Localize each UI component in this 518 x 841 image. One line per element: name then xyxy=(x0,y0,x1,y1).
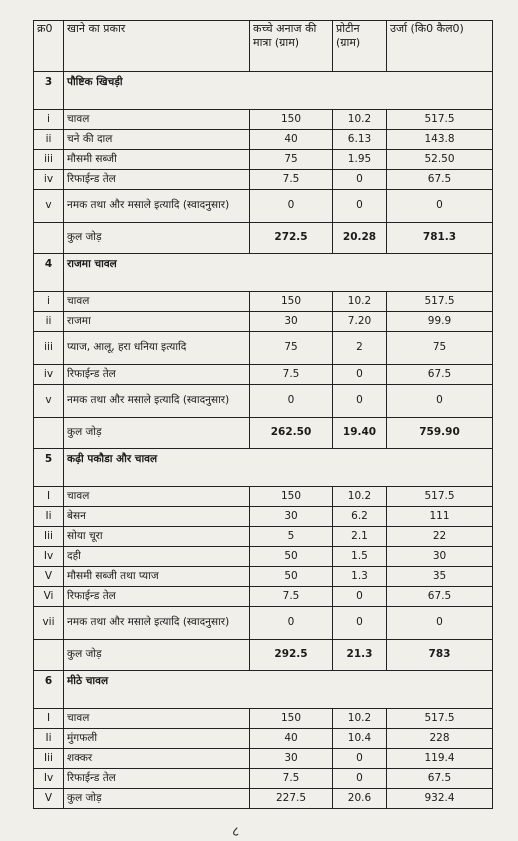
row-quantity: 150 xyxy=(250,709,333,729)
table-row xyxy=(34,749,493,769)
row-serial: ii xyxy=(34,312,64,332)
row-serial: Iii xyxy=(34,749,64,769)
row-item: मौसमी सब्जी तथा प्याज xyxy=(64,567,250,587)
row-energy: 228 xyxy=(387,729,493,749)
header-protein: प्रोटीन (ग्राम) xyxy=(333,21,387,72)
row-energy: 22 xyxy=(387,527,493,547)
row-energy: 67.5 xyxy=(387,587,493,607)
row-quantity: 50 xyxy=(250,567,333,587)
row-protein: 10.2 xyxy=(333,709,387,729)
row-protein: 0 xyxy=(333,385,387,418)
total-serial-empty xyxy=(34,223,64,254)
row-item: चावल xyxy=(64,487,250,507)
row-protein: 0 xyxy=(333,749,387,769)
row-quantity: 0 xyxy=(250,385,333,418)
row-quantity: 40 xyxy=(250,729,333,749)
table-row xyxy=(34,587,493,607)
row-energy: 67.5 xyxy=(387,769,493,789)
section-header-row xyxy=(34,72,493,110)
row-item: मौसमी सब्जी xyxy=(64,150,250,170)
row-item: कुल जोड़ xyxy=(64,789,250,809)
total-serial-empty xyxy=(34,418,64,449)
row-quantity: 150 xyxy=(250,487,333,507)
row-item: चावल xyxy=(64,110,250,130)
row-item: चावल xyxy=(64,709,250,729)
row-protein: 0 xyxy=(333,365,387,385)
row-protein: 0 xyxy=(333,587,387,607)
row-quantity: 75 xyxy=(250,150,333,170)
row-item: शक्कर xyxy=(64,749,250,769)
row-serial: Iv xyxy=(34,547,64,567)
row-item: रिफाईन्ड तेल xyxy=(64,170,250,190)
total-energy: 783 xyxy=(387,640,493,671)
row-quantity: 30 xyxy=(250,749,333,769)
total-label: कुल जोड़ xyxy=(64,640,250,671)
row-protein: 7.20 xyxy=(333,312,387,332)
row-item: दही xyxy=(64,547,250,567)
row-quantity: 7.5 xyxy=(250,769,333,789)
row-item: रिफाईन्ड तेल xyxy=(64,587,250,607)
row-quantity: 50 xyxy=(250,547,333,567)
total-protein: 21.3 xyxy=(333,640,387,671)
row-energy: 99.9 xyxy=(387,312,493,332)
row-protein: 2 xyxy=(333,332,387,365)
row-serial: I xyxy=(34,709,64,729)
total-label: कुल जोड़ xyxy=(64,418,250,449)
row-energy: 143.8 xyxy=(387,130,493,150)
row-protein: 10.2 xyxy=(333,487,387,507)
section-header-row xyxy=(34,449,493,487)
table-row xyxy=(34,507,493,527)
row-energy: 517.5 xyxy=(387,292,493,312)
table-row xyxy=(34,365,493,385)
row-serial: i xyxy=(34,292,64,312)
table-row xyxy=(34,150,493,170)
total-protein: 19.40 xyxy=(333,418,387,449)
row-energy: 67.5 xyxy=(387,170,493,190)
total-energy: 781.3 xyxy=(387,223,493,254)
total-row xyxy=(34,640,493,671)
row-energy: 932.4 xyxy=(387,789,493,809)
row-protein: 1.3 xyxy=(333,567,387,587)
table-row xyxy=(34,547,493,567)
row-serial: Iii xyxy=(34,527,64,547)
total-protein: 20.28 xyxy=(333,223,387,254)
section-number: 6 xyxy=(34,671,64,709)
row-quantity: 150 xyxy=(250,292,333,312)
row-item: चावल xyxy=(64,292,250,312)
header-energy: उर्जा (कि0 कैल0) xyxy=(387,21,493,72)
row-protein: 0 xyxy=(333,607,387,640)
table-row xyxy=(34,729,493,749)
row-item: बेसन xyxy=(64,507,250,527)
section-number: 5 xyxy=(34,449,64,487)
table-row xyxy=(34,567,493,587)
row-item: मुंगफली xyxy=(64,729,250,749)
section-title: पौष्टिक खिचड़ी xyxy=(64,72,493,110)
header-quantity: कच्चे अनाज की मात्रा (ग्राम) xyxy=(250,21,333,72)
nutrition-table xyxy=(33,20,493,809)
row-serial: Ii xyxy=(34,729,64,749)
row-energy: 517.5 xyxy=(387,110,493,130)
total-row xyxy=(34,223,493,254)
nutrition-table-page xyxy=(33,20,492,809)
table-row xyxy=(34,190,493,223)
row-protein: 2.1 xyxy=(333,527,387,547)
row-quantity: 150 xyxy=(250,110,333,130)
row-serial: vii xyxy=(34,607,64,640)
total-row xyxy=(34,418,493,449)
row-energy: 119.4 xyxy=(387,749,493,769)
section-title: राजमा चावल xyxy=(64,254,493,292)
row-energy: 0 xyxy=(387,190,493,223)
row-quantity: 7.5 xyxy=(250,587,333,607)
row-serial: Vi xyxy=(34,587,64,607)
table-row xyxy=(34,170,493,190)
table-row xyxy=(34,607,493,640)
row-quantity: 7.5 xyxy=(250,170,333,190)
row-protein: 10.2 xyxy=(333,110,387,130)
row-energy: 517.5 xyxy=(387,709,493,729)
row-energy: 35 xyxy=(387,567,493,587)
row-serial: I xyxy=(34,487,64,507)
table-row xyxy=(34,292,493,312)
row-serial: ii xyxy=(34,130,64,150)
row-serial: V xyxy=(34,789,64,809)
row-quantity: 30 xyxy=(250,312,333,332)
row-energy: 75 xyxy=(387,332,493,365)
row-protein: 0 xyxy=(333,170,387,190)
row-item: नमक तथा और मसाले इत्यादि (स्वादनुसार) xyxy=(64,385,250,418)
row-quantity: 0 xyxy=(250,190,333,223)
row-item: रिफाईन्ड तेल xyxy=(64,769,250,789)
row-serial: V xyxy=(34,567,64,587)
row-quantity: 30 xyxy=(250,507,333,527)
row-protein: 6.13 xyxy=(333,130,387,150)
section-title: मीठे चावल xyxy=(64,671,493,709)
row-energy: 111 xyxy=(387,507,493,527)
header-item: खाने का प्रकार xyxy=(64,21,250,72)
table-row xyxy=(34,332,493,365)
table-row xyxy=(34,527,493,547)
total-quantity: 262.50 xyxy=(250,418,333,449)
row-serial: iv xyxy=(34,170,64,190)
row-item: राजमा xyxy=(64,312,250,332)
section-number: 4 xyxy=(34,254,64,292)
row-protein: 6.2 xyxy=(333,507,387,527)
row-serial: i xyxy=(34,110,64,130)
table-row xyxy=(34,487,493,507)
row-quantity: 0 xyxy=(250,607,333,640)
total-energy: 759.90 xyxy=(387,418,493,449)
section-header-row xyxy=(34,671,493,709)
row-protein: 0 xyxy=(333,769,387,789)
total-quantity: 292.5 xyxy=(250,640,333,671)
row-energy: 52.50 xyxy=(387,150,493,170)
row-energy: 517.5 xyxy=(387,487,493,507)
table-row xyxy=(34,110,493,130)
table-row xyxy=(34,130,493,150)
header-serial: क्र0 xyxy=(34,21,64,72)
row-item: रिफाईन्ड तेल xyxy=(64,365,250,385)
row-serial: iii xyxy=(34,150,64,170)
table-header-row xyxy=(34,21,493,72)
row-serial: iii xyxy=(34,332,64,365)
row-item: प्याज, आलू, हरा धनिया इत्यादि xyxy=(64,332,250,365)
row-energy: 67.5 xyxy=(387,365,493,385)
row-serial: iv xyxy=(34,365,64,385)
row-quantity: 227.5 xyxy=(250,789,333,809)
page-number: ८ xyxy=(232,824,240,840)
row-item: नमक तथा और मसाले इत्यादि (स्वादनुसार) xyxy=(64,607,250,640)
table-body xyxy=(34,72,493,809)
row-quantity: 40 xyxy=(250,130,333,150)
section-header-row xyxy=(34,254,493,292)
row-serial: v xyxy=(34,385,64,418)
row-quantity: 7.5 xyxy=(250,365,333,385)
table-row xyxy=(34,769,493,789)
row-energy: 0 xyxy=(387,607,493,640)
table-row xyxy=(34,312,493,332)
row-protein: 0 xyxy=(333,190,387,223)
row-energy: 30 xyxy=(387,547,493,567)
row-serial: Iv xyxy=(34,769,64,789)
section-title: कढ़ी पकौडा और चावल xyxy=(64,449,493,487)
row-protein: 10.2 xyxy=(333,292,387,312)
section-number: 3 xyxy=(34,72,64,110)
row-protein: 1.5 xyxy=(333,547,387,567)
total-serial-empty xyxy=(34,640,64,671)
row-item: सोया चूरा xyxy=(64,527,250,547)
table-row xyxy=(34,789,493,809)
table-row xyxy=(34,385,493,418)
row-quantity: 75 xyxy=(250,332,333,365)
row-item: नमक तथा और मसाले इत्यादि (स्वादनुसार) xyxy=(64,190,250,223)
row-serial: Ii xyxy=(34,507,64,527)
table-row xyxy=(34,709,493,729)
total-quantity: 272.5 xyxy=(250,223,333,254)
total-label: कुल जोड़ xyxy=(64,223,250,254)
row-protein: 10.4 xyxy=(333,729,387,749)
row-item: चने की दाल xyxy=(64,130,250,150)
row-protein: 20.6 xyxy=(333,789,387,809)
row-serial: v xyxy=(34,190,64,223)
row-protein: 1.95 xyxy=(333,150,387,170)
row-energy: 0 xyxy=(387,385,493,418)
row-quantity: 5 xyxy=(250,527,333,547)
